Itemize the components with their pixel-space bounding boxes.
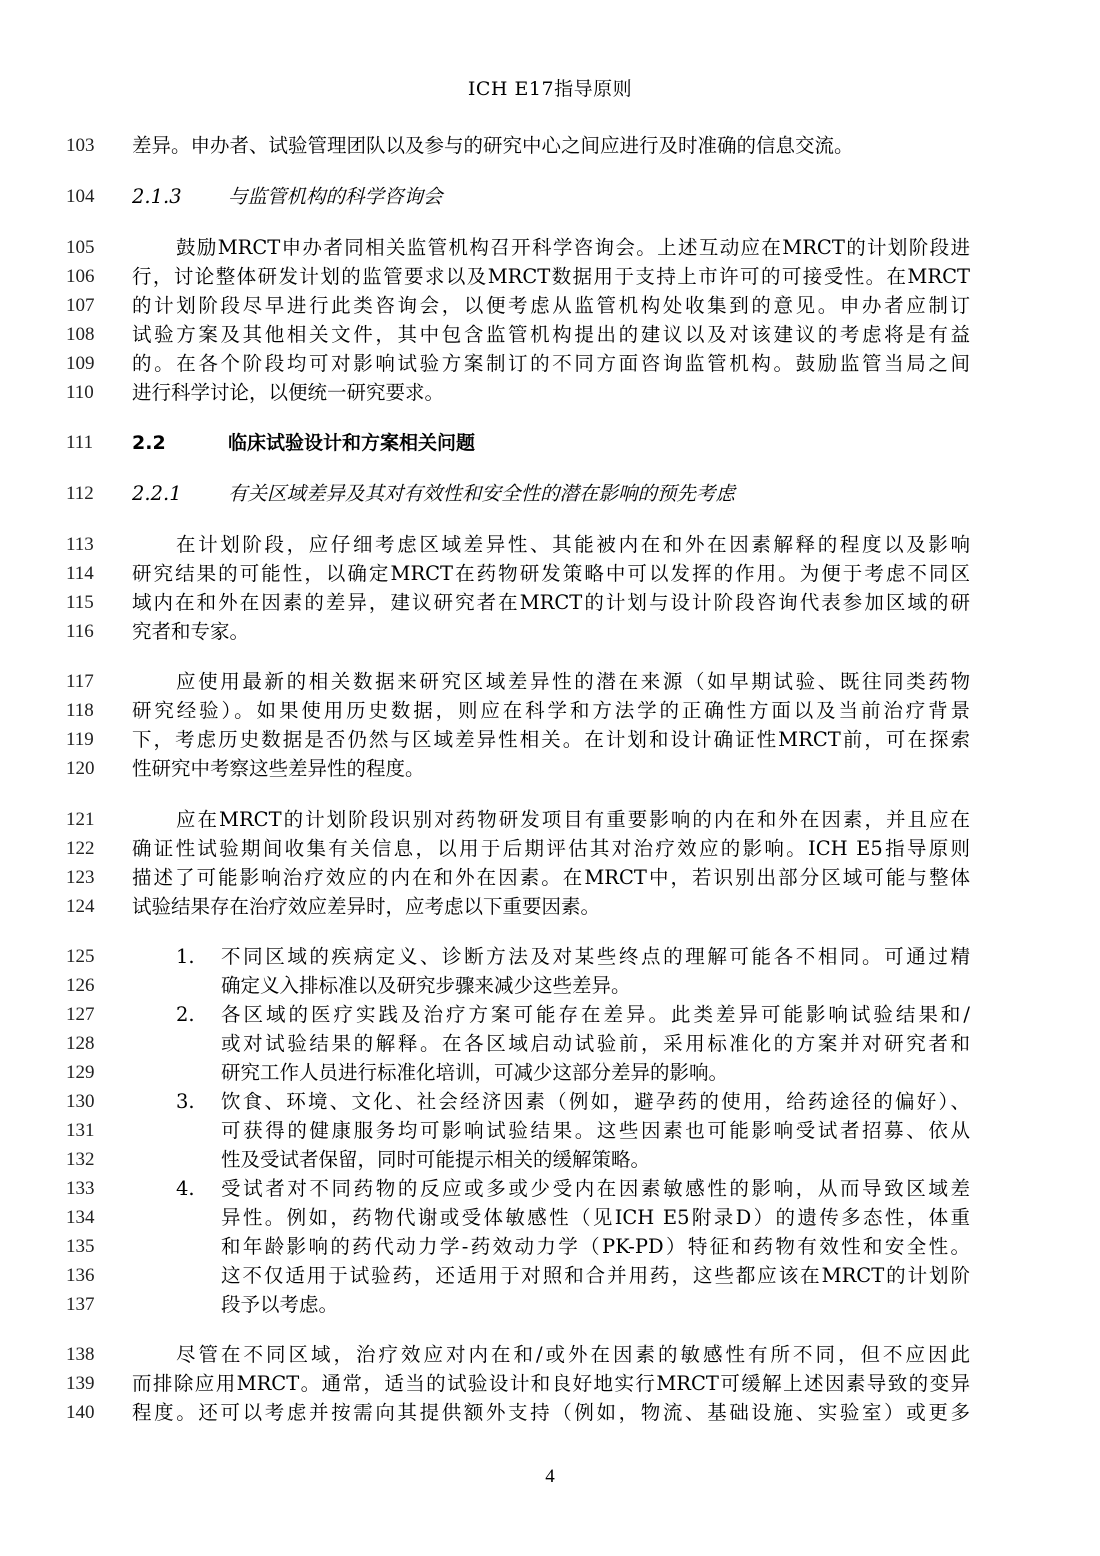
list-item [0, 1174, 1100, 1204]
section-title: 与监管机构的科学咨询会 [228, 185, 443, 208]
line-number: 124 [66, 896, 95, 917]
text-line [0, 696, 1100, 726]
line-number: 109 [66, 353, 95, 374]
line-number: 105 [66, 237, 95, 258]
list-item-number: 4. [176, 1177, 195, 1200]
section-number: 2.1.3 [132, 185, 182, 208]
line-number: 107 [66, 295, 95, 316]
line-text: 差异。申办者、试验管理团队以及参与的研究中心之间应进行及时准确的信息交流。 [132, 134, 854, 157]
line-text: 而排除应用MRCT。通常，适当的试验设计和良好地实行MRCT可缓解上述因素导致的变异 [132, 1372, 970, 1395]
text-line [0, 754, 1100, 784]
line-number: 137 [66, 1294, 95, 1315]
line-number: 116 [66, 621, 94, 642]
text-line [0, 725, 1100, 755]
line-number: 126 [66, 975, 95, 996]
line-text: 饮食、环境、文化、社会经济因素（例如，避孕药的使用，给药途径的偏好）、 [221, 1090, 970, 1113]
line-number: 121 [66, 809, 95, 830]
line-number: 132 [66, 1149, 95, 1170]
line-text: 可获得的健康服务均可影响试验结果。这些因素也可能影响受试者招募、依从 [221, 1119, 970, 1142]
line-text: 应在MRCT的计划阶段识别对药物研发项目有重要影响的内在和外在因素，并且应在 [176, 808, 970, 831]
line-number: 139 [66, 1373, 95, 1394]
text-line [0, 1116, 1100, 1146]
section-title: 临床试验设计和方案相关问题 [228, 432, 476, 454]
line-number: 131 [66, 1120, 95, 1141]
line-number: 104 [66, 186, 95, 207]
list-item-number: 2. [176, 1003, 195, 1026]
text-line [0, 378, 1100, 408]
line-number: 115 [66, 592, 94, 613]
line-number: 120 [66, 758, 95, 779]
line-text: 程度。还可以考虑并按需向其提供额外支持（例如，物流、基础设施、实验室）或更多 [132, 1401, 970, 1424]
line-text: 究者和专家。 [132, 620, 250, 643]
text-line [0, 1340, 1100, 1370]
line-number: 111 [66, 432, 94, 453]
line-number: 135 [66, 1236, 95, 1257]
line-number: 136 [66, 1265, 95, 1286]
line-text: 各区域的医疗实践及治疗方案可能存在差异。此类差异可能影响试验结果和/ [221, 1003, 970, 1026]
line-number: 119 [66, 729, 94, 750]
section-title: 有关区域差异及其对有效性和安全性的潜在影响的预先考虑 [228, 482, 736, 505]
text-line [0, 667, 1100, 697]
line-number: 122 [66, 838, 95, 859]
text-line [0, 892, 1100, 922]
line-number: 106 [66, 266, 95, 287]
text-line [0, 588, 1100, 618]
text-line [0, 1029, 1100, 1059]
text-line [0, 971, 1100, 1001]
line-text: 受试者对不同药物的反应或多或少受内在因素敏感性的影响，从而导致区域差 [221, 1177, 970, 1200]
line-text: 异性。例如，药物代谢或受体敏感性（见ICH E5附录D）的遗传多态性，体重 [221, 1206, 970, 1229]
line-text: 确定义入排标准以及研究步骤来减少这些差异。 [221, 974, 631, 997]
text-line [0, 233, 1100, 263]
text-line [0, 834, 1100, 864]
line-text: 段予以考虑。 [221, 1293, 339, 1316]
line-number: 134 [66, 1207, 95, 1228]
text-line [0, 805, 1100, 835]
line-text: 的。在各个阶段均可对影响试验方案制订的不同方面咨询监管机构。鼓励监管当局之间 [132, 352, 970, 375]
section-heading [0, 428, 1100, 458]
line-number: 128 [66, 1033, 95, 1054]
page-number: 4 [545, 1466, 555, 1487]
line-text: 性及受试者保留，同时可能提示相关的缓解策略。 [221, 1148, 651, 1171]
text-line [0, 349, 1100, 379]
line-text: 描述了可能影响治疗效应的内在和外在因素。在MRCT中，若识别出部分区域可能与整体 [132, 866, 970, 889]
line-number: 127 [66, 1004, 95, 1025]
line-number: 103 [66, 135, 95, 156]
text-line [0, 1261, 1100, 1291]
list-item-number: 1. [176, 945, 195, 968]
section-heading [0, 182, 1100, 212]
line-text: 域内在和外在因素的差异，建议研究者在MRCT的计划与设计阶段咨询代表参加区域的研 [132, 591, 970, 614]
line-text: 或对试验结果的解释。在各区域启动试验前，采用标准化的方案并对研究者和 [221, 1032, 970, 1055]
line-text: 和年龄影响的药代动力学-药效动力学（PK-PD）特征和药物有效性和安全性。 [221, 1235, 970, 1258]
line-text: 确证性试验期间收集有关信息，以用于后期评估其对治疗效应的影响。ICH E5指导原则 [132, 837, 970, 860]
list-item [0, 1087, 1100, 1117]
list-item-number: 3. [176, 1090, 195, 1113]
text-line [0, 1290, 1100, 1320]
text-line [0, 1232, 1100, 1262]
line-number: 138 [66, 1344, 95, 1365]
line-number: 125 [66, 946, 95, 967]
line-text: 不同区域的疾病定义、诊断方法及对某些终点的理解可能各不相同。可通过精 [221, 945, 970, 968]
section-heading [0, 479, 1100, 509]
line-number: 110 [66, 382, 94, 403]
line-text: 尽管在不同区域，治疗效应对内在和/或外在因素的敏感性有所不同，但不应因此 [176, 1343, 970, 1366]
text-line [0, 131, 1100, 161]
line-text: 鼓励MRCT申办者同相关监管机构召开科学咨询会。上述互动应在MRCT的计划阶段进 [176, 236, 970, 259]
text-line [0, 1369, 1100, 1399]
line-number: 130 [66, 1091, 95, 1112]
line-number: 117 [66, 671, 94, 692]
line-text: 试验结果存在治疗效应差异时，应考虑以下重要因素。 [132, 895, 601, 918]
line-text: 进行科学讨论，以便统一研究要求。 [132, 381, 445, 404]
line-number: 113 [66, 534, 94, 555]
line-number: 140 [66, 1402, 95, 1423]
line-number: 108 [66, 324, 95, 345]
line-number: 112 [66, 483, 94, 504]
text-line [0, 320, 1100, 350]
text-line [0, 291, 1100, 321]
line-text: 研究结果的可能性，以确定MRCT在药物研发策略中可以发挥的作用。为便于考虑不同区 [132, 562, 970, 585]
line-text: 试验方案及其他相关文件，其中包含监管机构提出的建议以及对该建议的考虑将是有益 [132, 323, 970, 346]
text-line [0, 530, 1100, 560]
text-line [0, 1203, 1100, 1233]
line-number: 129 [66, 1062, 95, 1083]
list-item [0, 942, 1100, 972]
text-line [0, 1058, 1100, 1088]
line-text: 下，考虑历史数据是否仍然与区域差异性相关。在计划和设计确证性MRCT前，可在探索 [132, 728, 970, 751]
running-header: ICH E17指导原则 [467, 78, 633, 100]
line-text: 研究经验）。如果使用历史数据，则应在科学和方法学的正确性方面以及当前治疗背景 [132, 699, 970, 722]
line-number: 118 [66, 700, 94, 721]
text-line [0, 1145, 1100, 1175]
text-line [0, 559, 1100, 589]
line-number: 114 [66, 563, 94, 584]
line-text: 应使用最新的相关数据来研究区域差异性的潜在来源（如早期试验、既往同类药物 [176, 670, 970, 693]
section-number: 2.2.1 [132, 482, 182, 505]
line-text: 行，讨论整体研发计划的监管要求以及MRCT数据用于支持上市许可的可接受性。在MRCT [132, 265, 970, 288]
line-text: 研究工作人员进行标准化培训，可减少这部分差异的影响。 [221, 1061, 729, 1084]
list-item [0, 1000, 1100, 1030]
section-number: 2.2 [132, 432, 166, 454]
text-line [0, 863, 1100, 893]
line-number: 133 [66, 1178, 95, 1199]
text-line [0, 617, 1100, 647]
line-text: 的计划阶段尽早进行此类咨询会，以便考虑从监管机构处收集到的意见。申办者应制订 [132, 294, 970, 317]
text-line [0, 262, 1100, 292]
line-text: 这不仅适用于试验药，还适用于对照和合并用药，这些都应该在MRCT的计划阶 [221, 1264, 970, 1287]
line-text: 在计划阶段，应仔细考虑区域差异性、其能被内在和外在因素解释的程度以及影响 [176, 533, 970, 556]
line-text: 性研究中考察这些差异性的程度。 [132, 757, 425, 780]
line-number: 123 [66, 867, 95, 888]
text-line [0, 1398, 1100, 1428]
